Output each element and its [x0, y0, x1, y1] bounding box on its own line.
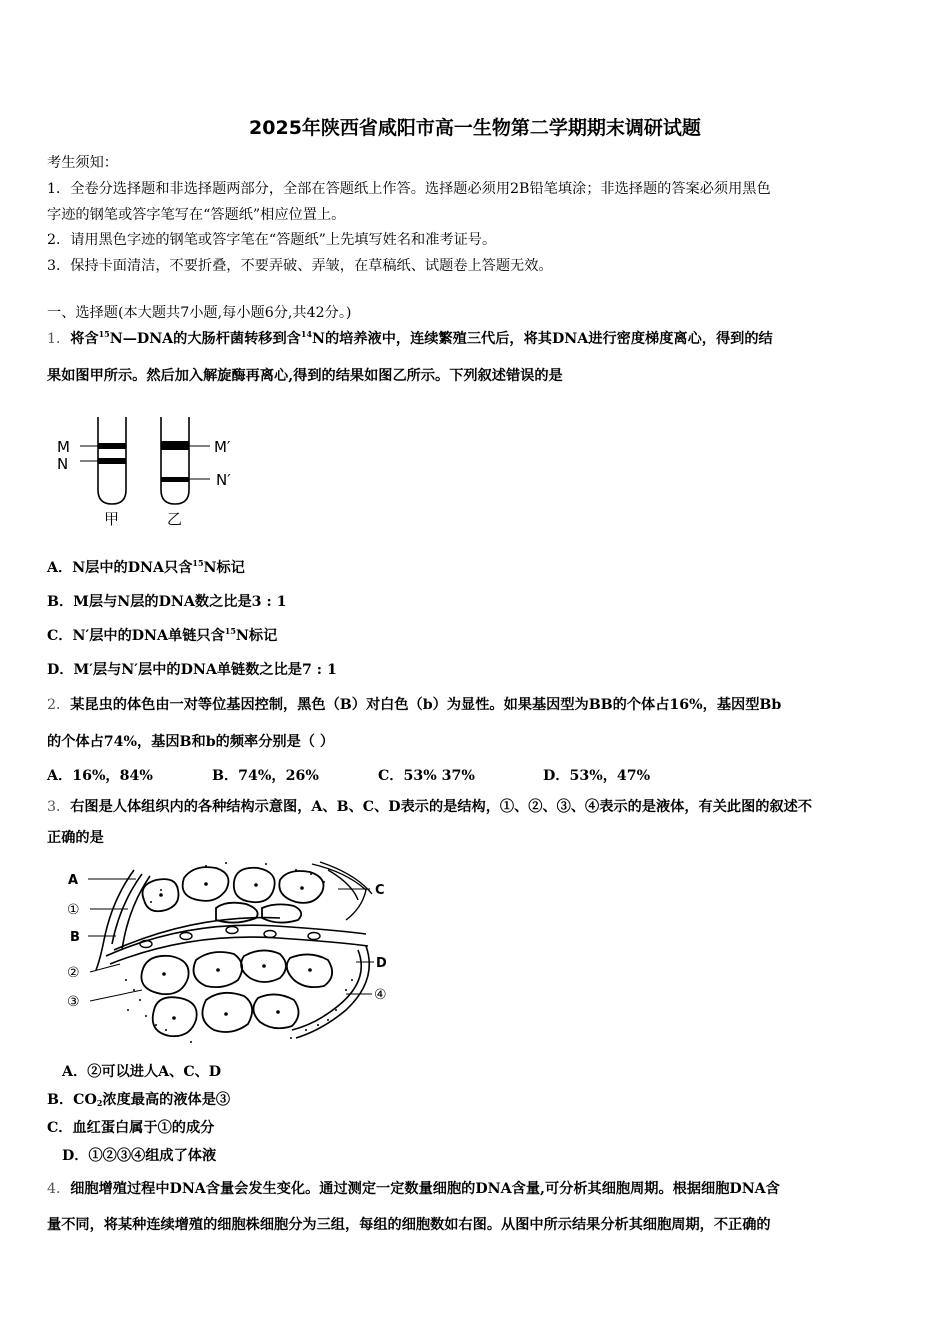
q1-text-c: N的培养液中，连续繁殖三代后，将其DNA进行密度梯度离心，得到的结 [312, 331, 773, 347]
q2-text: 某昆虫的体色由一对等位基因控制，黑色（B）对白色（b）为显性。如果基因型为BB的个体占16%，基因型Bb [70, 697, 782, 713]
q2-line-2: 的个体占74%，基因B和b的频率分别是（ ） [47, 734, 335, 750]
q1-sup-1: 15 [98, 329, 110, 339]
q4-number: 4． [47, 1181, 71, 1197]
fig-label-2: ② [67, 965, 80, 981]
vessel-D [292, 946, 369, 1038]
fig-label-A: A [68, 873, 79, 888]
label-yi: 乙 [167, 510, 183, 528]
label-leaders [88, 879, 374, 1001]
q3-option-c: C．血红蛋白属于①的成分 [47, 1120, 215, 1136]
fig-label-C: C [375, 883, 385, 898]
fig-label-D: D [376, 956, 387, 971]
q3-number: 3． [47, 799, 71, 815]
q1-option-c-sup: 15 [224, 626, 236, 636]
q3-option-b-text: B．CO [47, 1092, 97, 1108]
q4-text: 细胞增殖过程中DNA含量会发生变化。通过测定一定数量细胞的DNA含量,可分析其细胞周期。根据细胞DNA含 [70, 1181, 780, 1197]
notice-item-1-cont: 字迹的钢笔或答字笔写在“答题纸”相应位置上。 [47, 207, 346, 223]
notice-item-2: 2．请用黑色字迹的钢笔或答字笔在“答题纸”上先填写姓名和准考证号。 [47, 232, 497, 248]
label-N-prime: N′ [216, 471, 231, 489]
interstitial-fluid-dots [125, 862, 353, 1043]
fig-label-4: ④ [374, 987, 387, 1003]
q2-line-1 [47, 694, 781, 714]
label-M: M [57, 438, 70, 456]
q2-option-b: B．74%，26% [212, 768, 319, 784]
q3-option-a: A．②可以进人A、C、D [62, 1064, 222, 1080]
q3-option-b-sub: 2 [96, 1098, 103, 1108]
q1-number: 1． [47, 331, 71, 347]
q1-option-c-text: C．N′层中的DNA单链只含 [47, 628, 225, 644]
q1-option-a-sup: 15 [192, 558, 204, 568]
q2-number: 2． [47, 697, 71, 713]
q1-sup-2: 14 [300, 329, 313, 339]
q2-options [47, 765, 650, 785]
vessel-A [96, 870, 150, 970]
notice-item-3: 3．保持卡面清洁，不要折叠，不要弄破、弄皱，在草稿纸、试题卷上答题无效。 [47, 258, 553, 274]
band-N-prime [161, 477, 189, 482]
q3-line-1 [47, 796, 812, 816]
section-heading: 一、选择题(本大题共7小题,每小题6分,共42分。) [47, 305, 352, 321]
q3-text: 右图是人体组织内的各种结构示意图，A、B、C、D表示的是结构，①、②、③、④表示的是液体，有关此图的叙述不 [70, 799, 813, 815]
q1-option-c-text-b: N标记 [235, 628, 278, 644]
band-M [98, 443, 126, 449]
q4-line-2: 量不同，将某种连续增殖的细胞株细胞分为三组，每组的细胞数如右图。从图中所示结果分析其细胞周期，不正确的 [47, 1217, 771, 1233]
q1-option-d: D．M′层与N′层中的DNA单链数之比是7 : 1 [47, 662, 337, 678]
lower-tissue-cells [141, 950, 332, 1036]
page-title: 2025年陕西省咸阳市高一生物第二学期期末调研试题 [249, 117, 701, 139]
q2-option-c: C．53% 37% [378, 768, 475, 784]
fig-label-B: B [70, 930, 80, 945]
q2-option-a: A．16%，84% [47, 768, 153, 784]
q1-line-1 [47, 328, 773, 348]
upper-tissue-cells [143, 867, 324, 922]
q1-option-a-text-b: N标记 [203, 560, 245, 576]
q1-option-c [47, 625, 277, 645]
q1-option-a [47, 557, 245, 577]
q1-line-2: 果如图甲所示。然后加入解旋酶再离心,得到的结果如图乙所示。下列叙述错误的是 [47, 368, 563, 384]
q1-text-a: 将含 [70, 331, 99, 347]
notice-item-1: 1．全卷分选择题和非选择题两部分，全部在答题纸上作答。选择题必须用2B铅笔填涂；非选择题的答案必须用黑色 [47, 181, 771, 197]
q3-line-2: 正确的是 [47, 830, 104, 846]
q1-option-b: B．M层与N层的DNA数之比是3 : 1 [47, 594, 287, 610]
tissue-structure-figure [66, 860, 400, 1048]
band-N [98, 458, 126, 464]
q3-option-d: D．①②③④组成了体液 [62, 1148, 217, 1164]
notice-heading: 考生须知： [47, 155, 118, 171]
q3-option-b-text-b: 浓度最高的液体是③ [102, 1092, 231, 1108]
q1-option-a-text: A．N层中的DNA只含 [47, 560, 193, 576]
centrifuge-tubes-figure [52, 412, 252, 530]
q1-text-b: N—DNA的大肠杆菌转移到含 [109, 331, 301, 347]
q3-option-b [47, 1089, 230, 1109]
label-N: N [57, 455, 69, 473]
band-M-prime [161, 441, 189, 450]
q4-line-1 [47, 1178, 780, 1198]
tube-yi [161, 417, 189, 504]
q2-option-d: D．53%，47% [543, 768, 651, 784]
fig-label-3: ③ [67, 994, 80, 1010]
label-M-prime: M′ [214, 438, 231, 456]
label-jia: 甲 [104, 510, 120, 528]
fig-label-1: ① [67, 902, 80, 918]
lymph-vessel-C [312, 862, 372, 920]
